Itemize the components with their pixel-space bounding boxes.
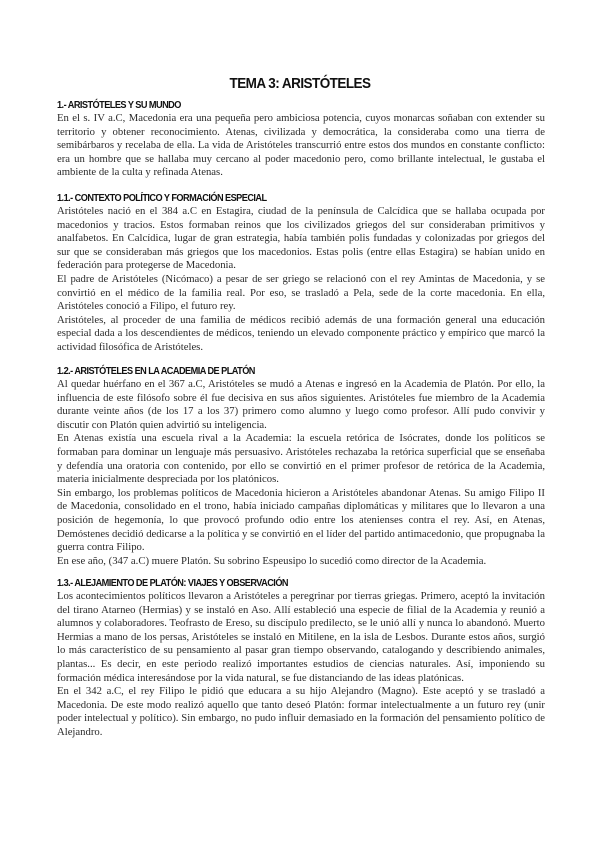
paragraph: Al quedar huérfano en el 367 a.C, Aristóteles se mudó a Atenas e ingresó en la Academia de Platón. Por ello, la influencia de este filósofo sobre él fue decisiva en sus años siguientes. Aristóteles fue miembro de la Academia durante veinte años (de los 17 a los 37) primero como alumno y luego como profesor. Allí pudo convivir y discutir con Platón quien advirtió su inteligencia. (57, 378, 545, 431)
section-alejamiento-de-platon (57, 577, 545, 740)
paragraph: El padre de Aristóteles (Nicómaco) a pesar de ser griego se relacionó con el rey Amintas de Macedonia, y se convirtió en el médico de la familia real. Por eso, se trasladó a Pela, sede de la corte macedonia. En ella, Aristóteles conoció a Filipo, el futuro rey. (57, 272, 545, 313)
section-contexto-politico (57, 192, 545, 355)
section-heading: 1.3.- ALEJAMIENTO DE PLATÓN: VIAJES Y OBSERVACIÓN (57, 578, 289, 589)
section-academia-de-platon (57, 365, 545, 568)
paragraph: Los acontecimientos políticos llevaron a Aristóteles a peregrinar por tierras griegas. Primero, aceptó la invitación del tirano Atarneo (Hermias) y se instaló en Aso. Allí estableció una especie de filial de la Academia y reunió a alumnos y colaboradores. Teofrasto de Ereso, su discípulo predilecto, se le unió allí y nunca lo abandonó. Muerto Hermias a mano de los persas, Aristóteles se instaló en Mitilene, en la isla de Lesbos. Durante estos años, surgió lo más característico de su pensamiento al pasar gran tiempo observando, catalogando y describiendo animales, plantas... Es decir, en este periodo realizó importantes estudios de ciencias naturales. Así, imponiendo su formación médica interesándose por la vida natural, se fue distanciando de las ideas platónicas. (57, 590, 545, 684)
section-heading: 1.2.- ARISTÓTELES EN LA ACADEMIA DE PLATÓN (57, 366, 255, 377)
document-title: TEMA 3: ARISTÓTELES (229, 75, 371, 92)
paragraph: Aristóteles nació en el 384 a.C en Estagira, ciudad de la península de Calcídica que se hallaba ocupada por macedonios y tracios. Estos formaban reinos que los civilizados griegos del sur consideraban primitivos y analfabetos. En Calcídica, lugar de gran estrategia, había también polis fundadas y colonizadas por griegos del sur que se consideraban más griegos que los macedonios. Estas polis (entre ellas Estagira) se habían unido en federación para protegerse de Macedonia. (57, 205, 545, 272)
paragraph: Sin embargo, los problemas políticos de Macedonia hicieron a Aristóteles abandonar Atenas. Su amigo Filipo II de Macedonia, consolidado en el trono, había iniciado campañas diplomáticas y militares que lo llevaron a una posición de hegemonía, lo que provocó profundo odio entre los atenienses contra el rey. Así, en Atenas, Demóstenes decidió dedicarse a la política y se convirtió en el líder del partido antimacedonio, que propugnaba la guerra contra Filipo. (57, 486, 545, 554)
paragraph: En Atenas existía una escuela rival a la Academia: la escuela retórica de Isócrates, donde los políticos se formaban para dominar un lenguaje más persuasivo. Aristóteles rechazaba la retórica superficial que se enseñaba y defendía una oratoria con contenido, por ello se convirtió en el primer profesor de retórica de la Academia, materia inicialmente despreciada por los platónicos. (57, 432, 545, 486)
paragraph: En el 342 a.C, el rey Filipo le pidió que educara a su hijo Alejandro (Magno). Este aceptó y se trasladó a Macedonia. De este modo realizó aquello que tanto deseó Platón: formar intelectualmente a un futuro rey (unir poder intelectual y político). Sin embargo, no pudo influir demasiado en la formación del pensamiento político de Alejandro. (57, 685, 545, 738)
paragraph: En el s. IV a.C, Macedonia era una pequeña pero ambiciosa potencia, cuyos monarcas soñaban con extender su territorio y obtener reconocimiento. Atenas, civilizada y democrática, la consideraba como una tierra de semibárbaros y recelaba de ella. La vida de Aristóteles transcurrió entre estos dos mundos en constante conflicto: era un hombre que se hallaba muy cercano al poder macedonio pero, como brillante intelectual, le gustaba el ambiente de la culta y refinada Atenas. (57, 112, 545, 179)
section-heading: 1.- ARISTÓTELES Y SU MUNDO (57, 100, 181, 111)
paragraph: En ese año, (347 a.C) muere Platón. Su sobrino Espeusipo lo sucedió como director de la Academia. (57, 554, 487, 567)
paragraph: Aristóteles, al proceder de una familia de médicos recibió además de una formación general una educación especial dada a los descendientes de médicos, teniendo un elevado componente práctico y empírico que marcó la actividad filosófica de Aristóteles. (57, 313, 545, 353)
section-heading: 1.1.- CONTEXTO POLÍTICO Y FORMACIÓN ESPECIAL (57, 193, 267, 204)
section-aristoteles-y-su-mundo (57, 99, 545, 180)
